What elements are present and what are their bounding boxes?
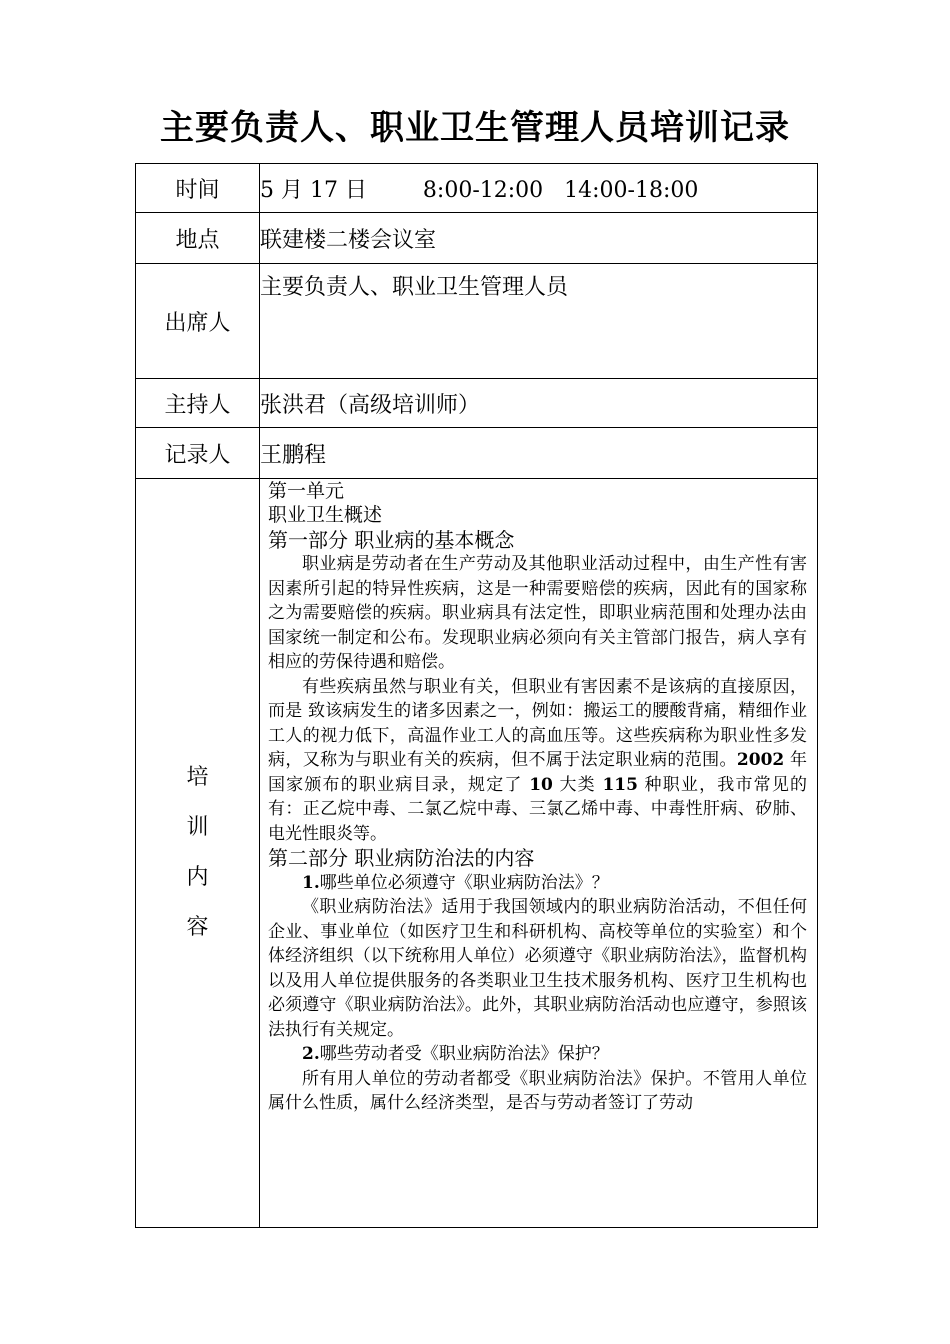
content-label-char: 培 bbox=[186, 765, 209, 790]
answer-2: 所有用人单位的劳动者都受《职业病防治法》保护。不管用人单位属什么性质，属什么经济类型，是否与劳动者签订了劳动 bbox=[268, 1068, 807, 1113]
content-cell bbox=[260, 479, 818, 1228]
part1-paragraph-1: 职业病是劳动者在生产劳动及其他职业活动过程中，由生产性有害因素所引起的特异性疾病，这是一种需要赔偿的疾病，因此有的国家称之为需要赔偿的疾病。职业病具有法定性，即职业病范围和处理办法由国家统一制定和公布。发现职业病必须向有关主管部门报告，病人享有相应的劳保待遇和赔偿。 bbox=[268, 554, 807, 672]
content-label-char: 容 bbox=[186, 915, 209, 940]
time-value: 5 月 17 日 8:00-12:00 14:00-18:00 bbox=[260, 164, 818, 213]
question-2: 2.哪些劳动者受《职业病防治法》保护？ bbox=[302, 1044, 609, 1064]
host-row bbox=[136, 379, 818, 428]
attendees-value: 主要负责人、职业卫生管理人员 bbox=[260, 264, 818, 379]
unit-title: 职业卫生概述 bbox=[268, 504, 383, 526]
part1-paragraph-2: 有些疾病虽然与职业有关，但职业有害因素不是该病的直接原因，而是 致该病发生的诸多因素之一，例如：搬运工的腰酸背痛，精细作业工人的视力低下，高温作业工人的高血压等。这些疾病称为职业性多发病，又称为与职业有关的疾病，但不属于法定职业病的范围。2002 年国家颁布的职业病目录，规定了 10 大类 115 种职业，我市常见的有：正乙烷中毒、二氯乙烷中毒、三氯乙烯中毒、中毒性肝病、矽肺、电光性眼炎等。 bbox=[268, 676, 808, 844]
host-value: 张洪君（高级培训师） bbox=[260, 379, 818, 428]
page-title: 主要负责人、职业卫生管理人员培训记录 bbox=[160, 108, 790, 148]
part2-title: 第二部分 职业病防治法的内容 bbox=[268, 846, 535, 870]
content-label bbox=[136, 479, 260, 1228]
question-1: 1.哪些单位必须遵守《职业病防治法》？ bbox=[302, 872, 609, 893]
host-label: 主持人 bbox=[136, 379, 260, 428]
time-row bbox=[136, 164, 818, 213]
recorder-row bbox=[136, 428, 818, 479]
place-label: 地点 bbox=[136, 213, 260, 264]
content-label-char: 内 bbox=[186, 865, 209, 890]
part1-title: 第一部分 职业病的基本概念 bbox=[268, 527, 515, 552]
unit-heading: 第一单元 bbox=[268, 480, 345, 502]
recorder-value: 王鹏程 bbox=[260, 428, 818, 479]
content-label-char: 训 bbox=[186, 815, 209, 840]
place-value: 联建楼二楼会议室 bbox=[260, 213, 818, 264]
attendees-row bbox=[136, 264, 818, 379]
recorder-label: 记录人 bbox=[136, 428, 260, 479]
content-row bbox=[136, 479, 818, 1228]
attendees-label: 出席人 bbox=[136, 264, 260, 379]
training-record-table bbox=[135, 163, 818, 1228]
answer-1: 《职业病防治法》适用于我国领域内的职业病防治活动，不但任何企业、事业单位（如医疗卫生和科研机构、高校等单位的实验室）和个体经济组织（以下统称用人单位）必须遵守《职业病防治法》，监督机构以及用人单位提供服务的各类职业卫生技术服务机构、医疗卫生机构也必须遵守《职业病防治法》。此外，其职业病防治活动也应遵守，参照该法执行有关规定。 bbox=[268, 897, 807, 1040]
time-label: 时间 bbox=[136, 164, 260, 213]
place-row bbox=[136, 213, 818, 264]
content-body bbox=[260, 479, 817, 1227]
